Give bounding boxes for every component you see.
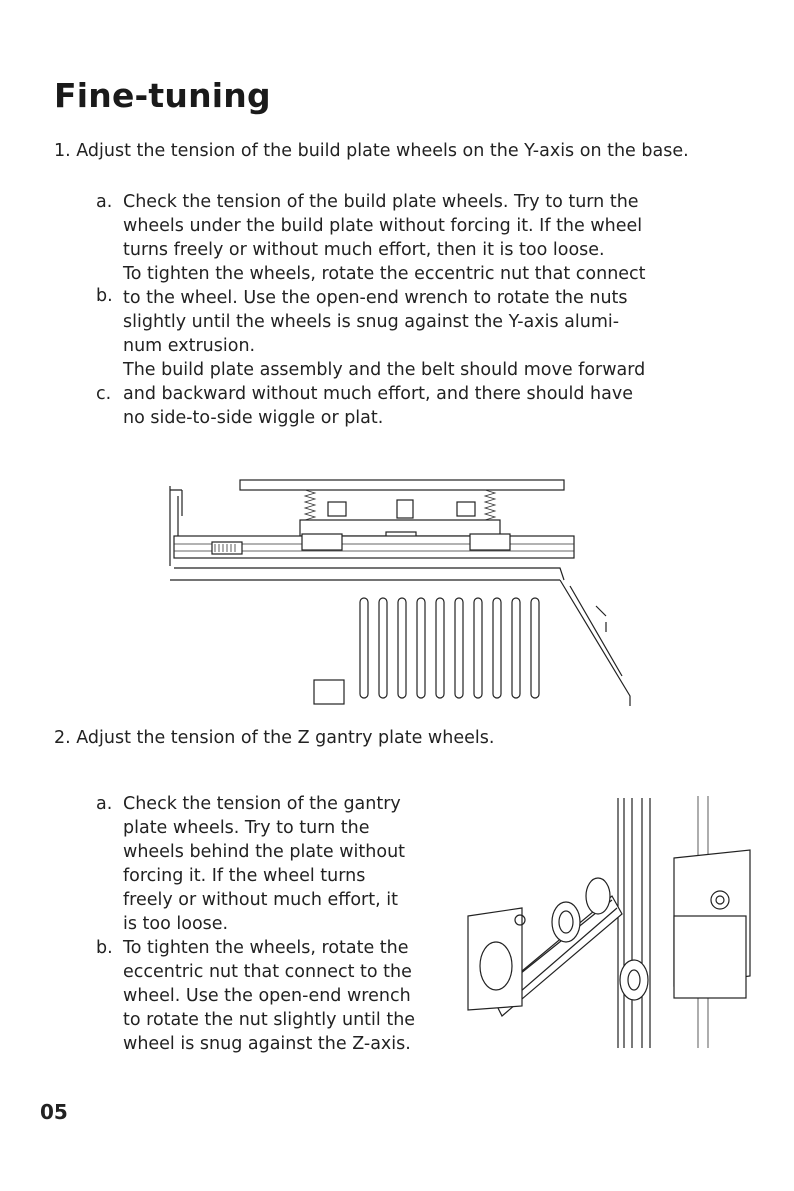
item-marker: c. — [96, 384, 112, 404]
text-line: To tighten the wheels, rotate the — [123, 938, 409, 958]
text-line: turns freely or without much effort, then it is too loose. — [123, 240, 605, 260]
text-line: num extrusion. — [123, 336, 256, 356]
item-text — [123, 936, 447, 1056]
text-line: Check the tension of the gantry — [123, 794, 401, 814]
item-marker: a. — [96, 794, 113, 814]
text-line: forcing it. If the wheel turns — [123, 866, 366, 886]
text-line: is too loose. — [123, 914, 229, 934]
item-text — [123, 358, 703, 430]
text-line: The build plate assembly and the belt should move forward — [123, 360, 646, 380]
text-line: wheel. Use the open-end wrench — [123, 986, 411, 1006]
text-line: eccentric nut that connect to the — [123, 962, 412, 982]
text-line: wheels under the build plate without forcing it. If the wheel — [123, 216, 643, 236]
item-marker: b. — [96, 938, 113, 958]
item-marker: a. — [96, 192, 113, 212]
item-text — [123, 262, 703, 358]
text-line: To tighten the wheels, rotate the eccentric nut that connect — [123, 264, 646, 284]
item-marker: b. — [96, 286, 113, 306]
text-line: Check the tension of the build plate wheels. Try to turn the — [123, 192, 639, 212]
text-line: to rotate the nut slightly until the — [123, 1010, 416, 1030]
text-line: wheel is snug against the Z-axis. — [123, 1034, 411, 1054]
step-2-heading: 2. Adjust the tension of the Z gantry plate wheels. — [54, 728, 495, 748]
build-plate-illustration — [160, 476, 640, 711]
text-line: slightly until the wheels is snug against the Y-axis alumi- — [123, 312, 620, 332]
text-line: to the wheel. Use the open-end wrench to rotate the nuts — [123, 288, 628, 308]
text-line: wheels behind the plate without — [123, 842, 406, 862]
text-line: freely or without much effort, it — [123, 890, 398, 910]
page-number: 05 — [40, 1100, 68, 1124]
text-line: plate wheels. Try to turn the — [123, 818, 370, 838]
text-line: no side-to-side wiggle or plat. — [123, 408, 384, 428]
text-line: and backward without much effort, and there should have — [123, 384, 633, 404]
step-1-heading: 1. Adjust the tension of the build plate wheels on the Y-axis on the base. — [54, 141, 689, 161]
item-text — [123, 190, 703, 262]
item-text — [123, 792, 447, 936]
z-gantry-illustration — [462, 796, 756, 1050]
page-title: Fine-tuning — [54, 76, 271, 115]
